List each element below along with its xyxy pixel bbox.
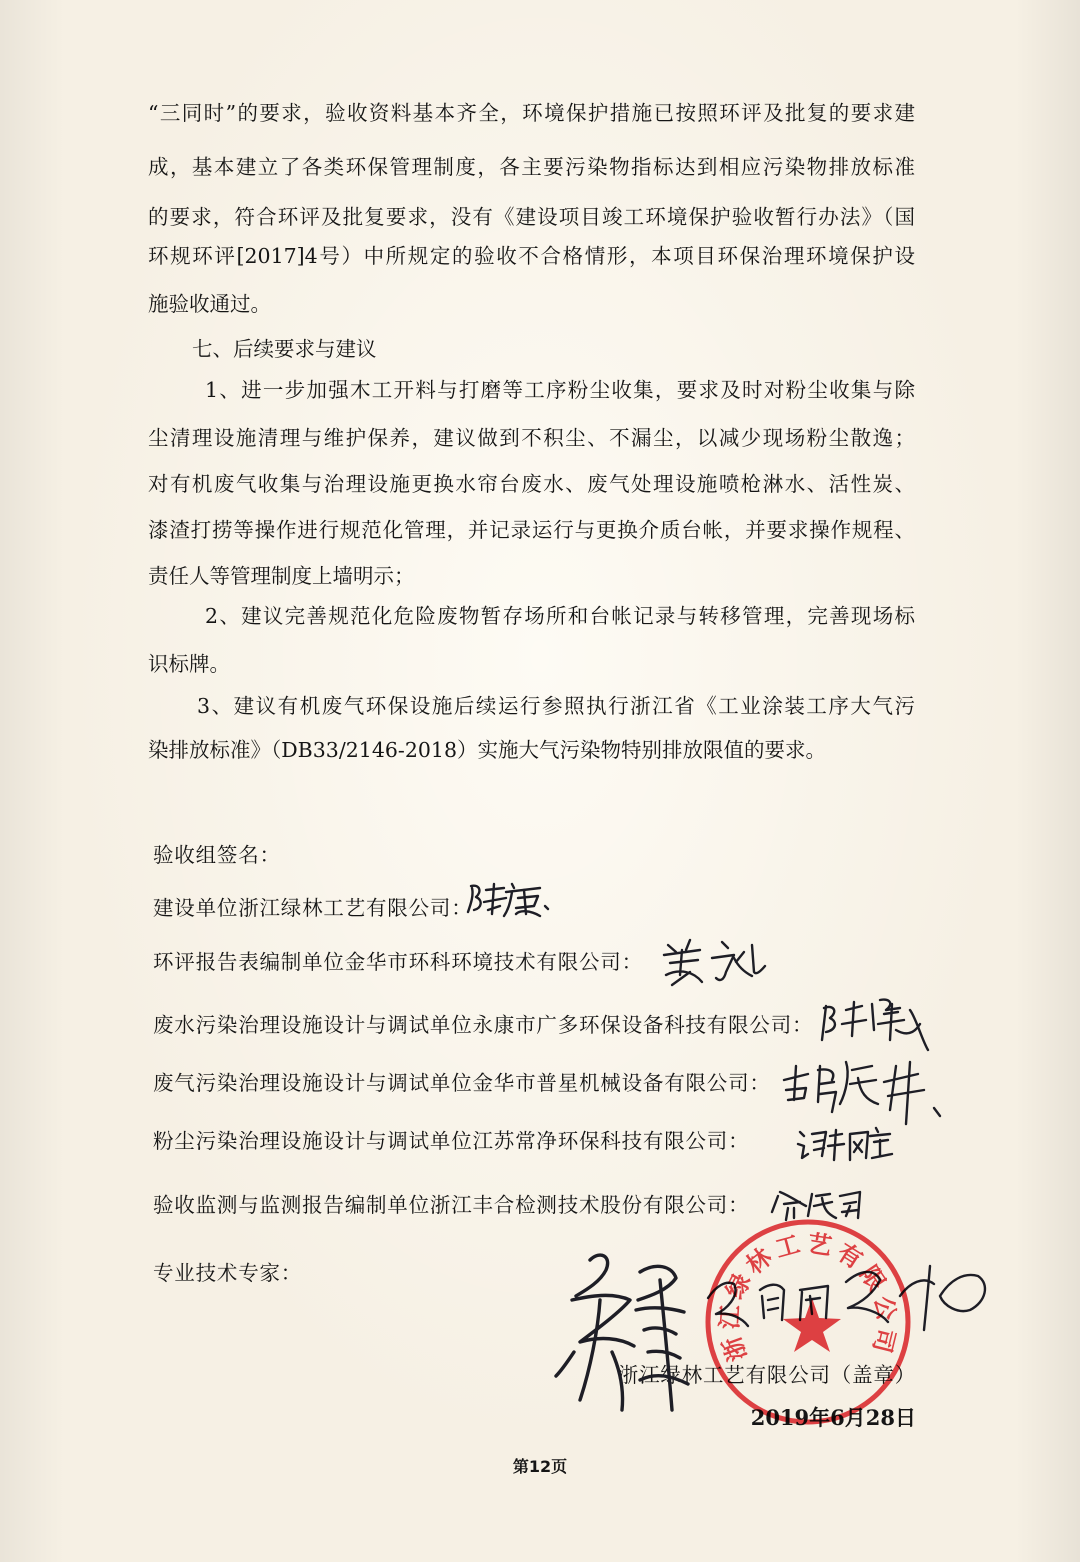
signature-construction-unit bbox=[468, 884, 548, 916]
issuer-name: 浙江绿林工艺有限公司（盖章） bbox=[617, 1363, 916, 1387]
recommendation-1-line: 1、进一步加强木工开料与打磨等工序粉尘收集，要求及时对粉尘收集与除 bbox=[205, 378, 915, 402]
signature-eia-unit bbox=[664, 940, 765, 985]
signoff-unit: 建设单位浙江绿林工艺有限公司： bbox=[153, 896, 473, 920]
signature-waste-gas-unit bbox=[784, 1062, 940, 1124]
paragraph-line: 施验收通过。 bbox=[148, 292, 271, 316]
recommendation-1-line: 对有机废气收集与治理设施更换水帘台废水、废气处理设施喷枪淋水、活性炭、 bbox=[148, 472, 915, 496]
recommendation-1-line: 漆渣打捞等操作进行规范化管理，并记录运行与更换介质台帐，并要求操作规程、 bbox=[148, 518, 915, 542]
signature-wastewater-unit bbox=[822, 1000, 928, 1050]
paragraph-line: “三同时”的要求，验收资料基本齐全，环境保护措施已按照环评及批复的要求建 bbox=[148, 101, 915, 125]
paragraph-line: 的要求，符合环评及批复要求，没有《建设项目竣工环境保护验收暂行办法》（国 bbox=[148, 205, 915, 229]
signature-expert-2 bbox=[636, 1266, 688, 1410]
signoff-unit: 废气污染治理设施设计与调试单位金华市普星机械设备有限公司： bbox=[153, 1071, 771, 1095]
signoff-unit: 粉尘污染治理设施设计与调试单位江苏常净环保科技有限公司： bbox=[153, 1129, 750, 1153]
company-seal bbox=[708, 1222, 908, 1422]
recommendation-3-line: 3、建议有机废气环保设施后续运行参照执行浙江省《工业涂装工序大气污 bbox=[197, 694, 915, 718]
page-number: 第12页 bbox=[512, 1457, 568, 1476]
recommendation-1-line: 责任人等管理制度上墙明示； bbox=[148, 564, 415, 588]
section-heading: 七、后续要求与建议 bbox=[192, 337, 377, 361]
seal-text: 浙江绿林工艺有限公司 bbox=[714, 1228, 902, 1366]
recommendation-3-line: 染排放标准》（DB33/2146-2018）实施大气污染物特别排放限值的要求。 bbox=[148, 738, 827, 762]
recommendation-1-line: 尘清理设施清理与维护保养，建议做到不积尘、不漏尘，以减少现场粉尘散逸； bbox=[148, 426, 915, 450]
signoff-unit: 环评报告表编制单位金华市环科环境技术有限公司： bbox=[153, 950, 643, 974]
recommendation-2-line: 2、建议完善规范化危险废物暂存场所和台帐记录与转移管理，完善现场标 bbox=[205, 604, 915, 628]
signature-expert-3 bbox=[708, 1266, 985, 1330]
experts-label: 专业技术专家： bbox=[153, 1261, 303, 1285]
signoff-heading: 验收组签名： bbox=[153, 843, 281, 867]
issue-date: 2019年6月28日 bbox=[750, 1405, 916, 1430]
recommendation-2-line: 识标牌。 bbox=[148, 652, 230, 676]
signature-expert-1 bbox=[556, 1255, 634, 1410]
paragraph-line: 环规环评[2017]4号）中所规定的验收不合格情形，本项目环保治理环境保护设 bbox=[148, 244, 915, 268]
seal-star-icon bbox=[783, 1298, 841, 1352]
paragraph-line: 成，基本建立了各类环保管理制度，各主要污染物指标达到相应污染物排放标准 bbox=[148, 155, 915, 179]
signoff-unit: 验收监测与监测报告编制单位浙江丰合检测技术股份有限公司： bbox=[153, 1193, 750, 1217]
signature-monitoring-unit bbox=[772, 1192, 860, 1220]
signature-dust-unit bbox=[798, 1128, 892, 1160]
signoff-unit: 废水污染治理设施设计与调试单位永康市广多环保设备科技有限公司： bbox=[153, 1013, 814, 1037]
